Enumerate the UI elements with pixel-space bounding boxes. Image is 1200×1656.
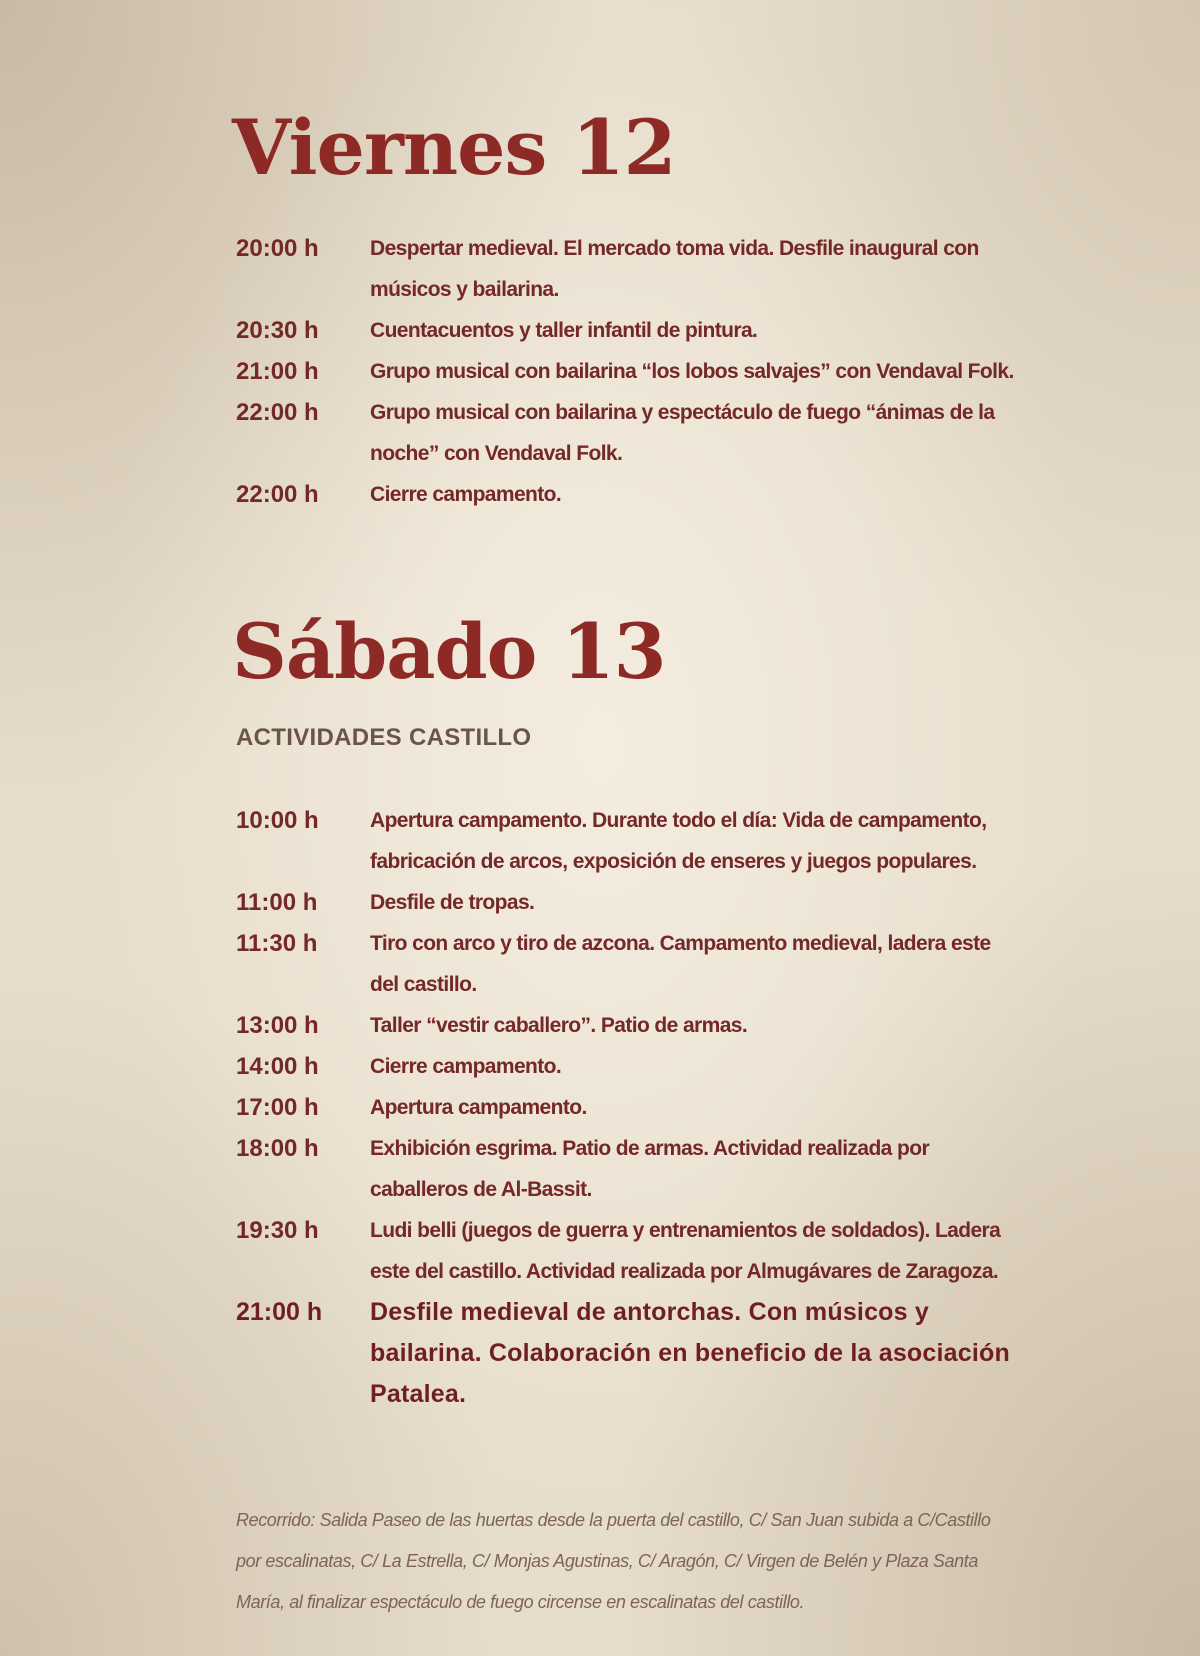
schedule-row: [236, 228, 1016, 310]
schedule-row: [236, 351, 1016, 392]
event-description: Apertura campamento. Durante todo el día: Vida de campamento, fabricación de arcos, exposición de enseres y juegos populares.: [370, 809, 987, 873]
event-description: Desfile medieval de antorchas. Con músicos y bailarina. Colaboración en beneficio de la asociación Patalea.: [370, 1298, 1010, 1408]
event-description: Cuentacuentos y taller infantil de pintura.: [370, 319, 758, 342]
event-time: 21:00 h: [236, 1298, 323, 1326]
day-title-viernes: Viernes 12: [232, 103, 676, 192]
event-time: 18:00 h: [236, 1135, 319, 1162]
schedule-row: [236, 1087, 1016, 1128]
event-description: Taller “vestir caballero”. Patio de armas.: [370, 1014, 748, 1037]
day-title-sabado: Sábado 13: [232, 607, 666, 696]
event-description: Grupo musical con bailarina “los lobos salvajes” con Vendaval Folk.: [370, 360, 1014, 383]
event-time: 20:30 h: [236, 317, 319, 344]
event-time: 13:00 h: [236, 1012, 319, 1039]
event-description: Despertar medieval. El mercado toma vida. Desfile inaugural con músicos y bailarina.: [370, 237, 979, 301]
event-time: 11:00 h: [236, 889, 318, 916]
schedule-sabado: [236, 800, 1016, 1415]
schedule-row: [236, 882, 1016, 923]
schedule-row: [236, 1046, 1016, 1087]
event-description: Ludi belli (juegos de guerra y entrenamientos de soldados). Ladera este del castillo. Actividad realizada por Almugávares de Zaragoza.: [370, 1219, 1001, 1283]
section-label-actividades-castillo: ACTIVIDADES CASTILLO: [236, 724, 532, 751]
schedule-viernes: [236, 228, 1016, 515]
event-description: Exhibición esgrima. Patio de armas. Actividad realizada por caballeros de Al-Bassit.: [370, 1137, 930, 1201]
schedule-row: [236, 800, 1016, 882]
event-description: Cierre campamento.: [370, 1055, 562, 1078]
schedule-row: [236, 1128, 1016, 1210]
event-time: 14:00 h: [236, 1053, 319, 1080]
event-time: 11:30 h: [236, 930, 318, 957]
schedule-row: [236, 1005, 1016, 1046]
route-note: Recorrido: Salida Paseo de las huertas desde la puerta del castillo, C/ San Juan subida a C/Castillo por escalinatas, C/ La Estrella, C/ Monjas Agustinas, C/ Aragón, C/ Virgen de Belén y Plaza Santa María, al finalizar espectáculo de fuego circense en escalinatas del castillo.: [236, 1510, 991, 1612]
schedule-row-highlight: [236, 1292, 1016, 1415]
event-time: 22:00 h: [236, 399, 319, 426]
event-time: 10:00 h: [236, 807, 319, 834]
event-time: 19:30 h: [236, 1217, 319, 1244]
event-time: 17:00 h: [236, 1094, 319, 1121]
event-description: Tiro con arco y tiro de azcona. Campamento medieval, ladera este del castillo.: [370, 932, 991, 996]
event-time: 22:00 h: [236, 481, 319, 508]
schedule-row: [236, 310, 1016, 351]
schedule-row: [236, 1210, 1016, 1292]
event-description: Apertura campamento.: [370, 1096, 587, 1119]
schedule-row: [236, 923, 1016, 1005]
event-description: Grupo musical con bailarina y espectáculo de fuego “ánimas de la noche” con Vendaval Folk.: [370, 401, 995, 465]
schedule-row: [236, 474, 1016, 515]
schedule-row: [236, 392, 1016, 474]
event-description: Desfile de tropas.: [370, 891, 535, 914]
event-time: 21:00 h: [236, 358, 319, 385]
event-time: 20:00 h: [236, 235, 319, 262]
event-description: Cierre campamento.: [370, 483, 562, 506]
